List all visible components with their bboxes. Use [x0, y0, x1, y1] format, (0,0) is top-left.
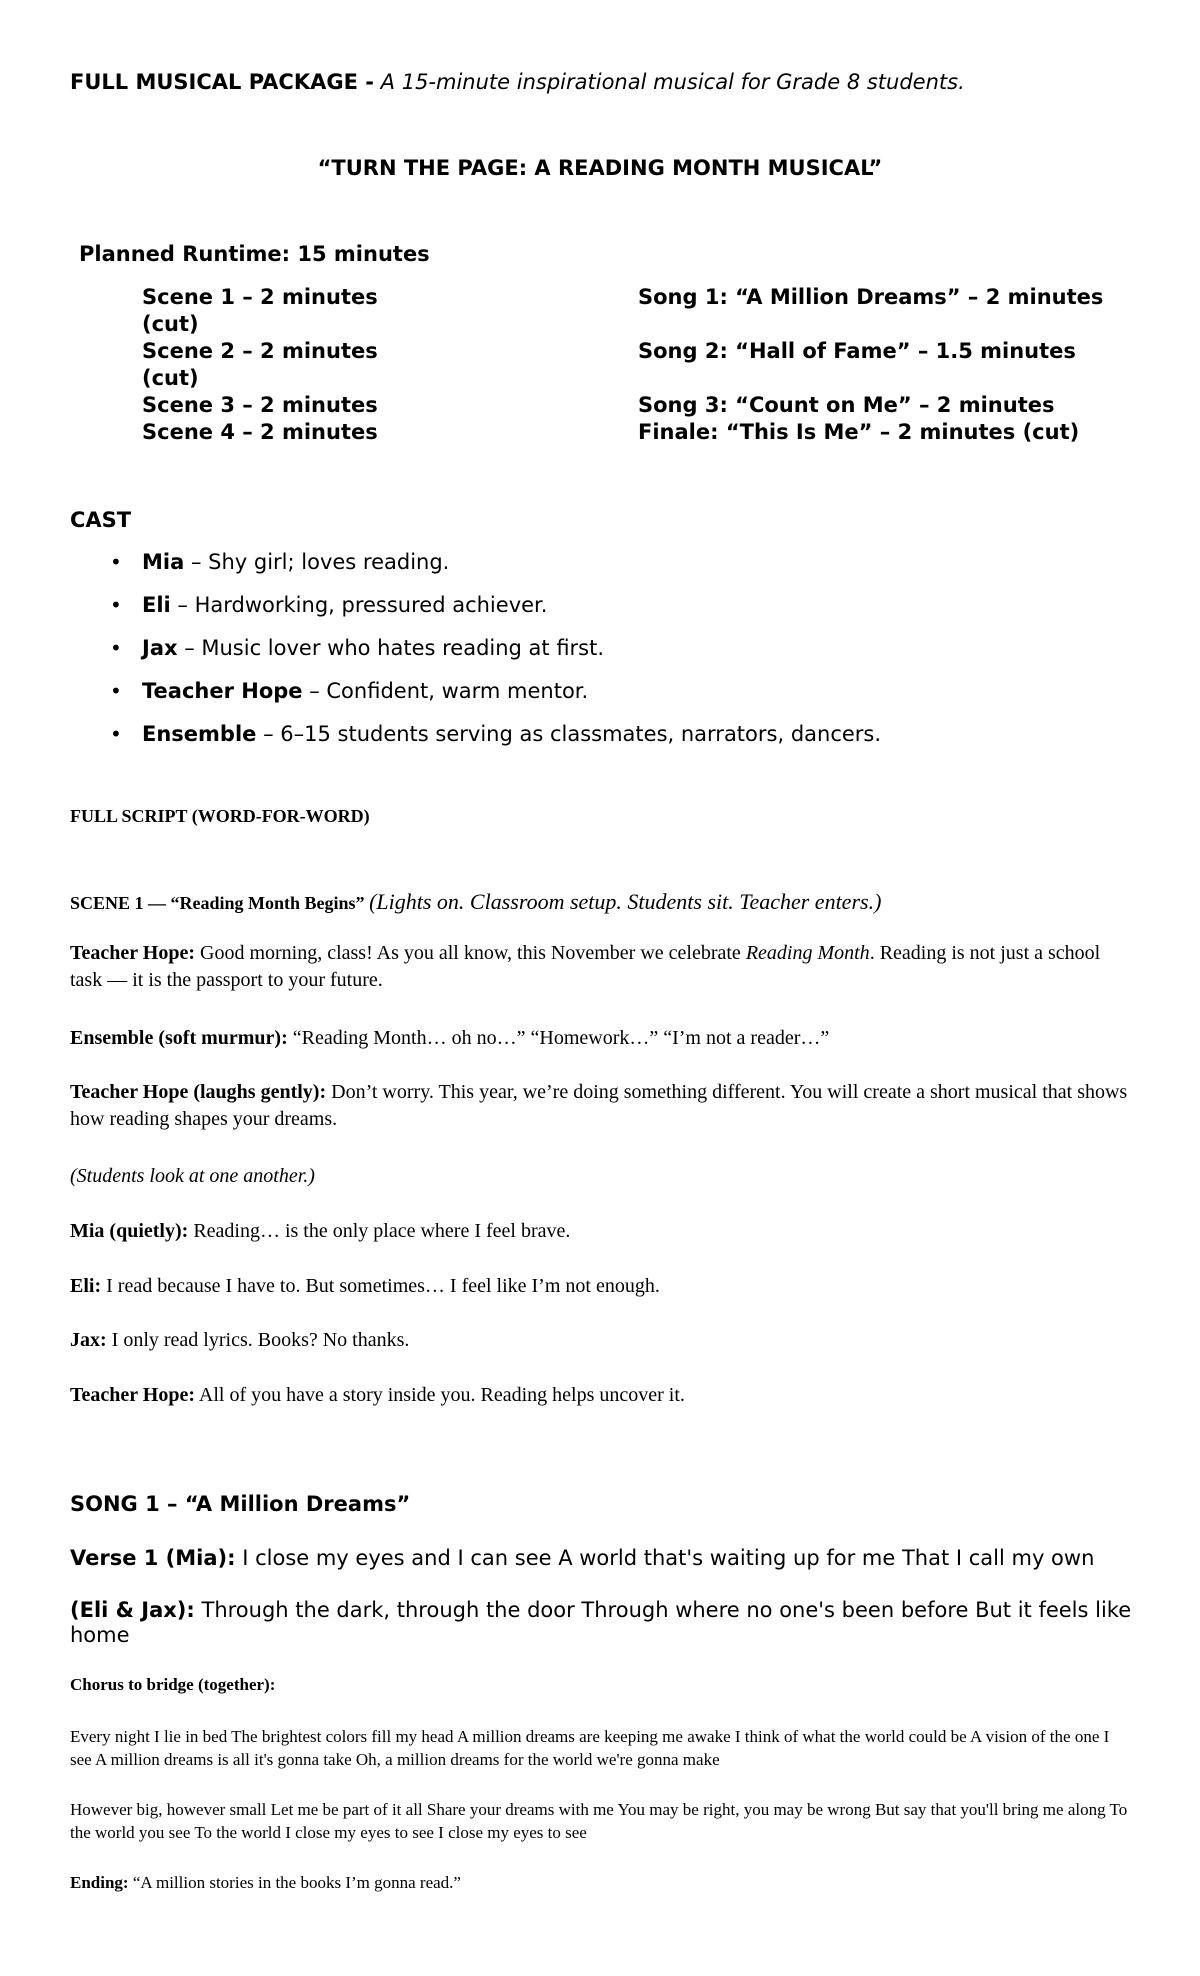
script-line: [70, 940, 1130, 994]
cast-description: – Music lover who hates reading at first.: [177, 636, 605, 660]
cast-name: Mia: [142, 550, 185, 574]
verse-label: Verse 1 (Mia):: [70, 1546, 236, 1570]
cast-item: [110, 591, 1150, 634]
script-line: [70, 1382, 1130, 1409]
cast-name: Eli: [142, 593, 171, 617]
verse-1: [70, 1546, 1140, 1571]
speaker: Mia (quietly):: [70, 1220, 189, 1242]
cast-description: – Hardworking, pressured achiever.: [170, 593, 548, 617]
document-header: [70, 70, 965, 94]
cast-item: [110, 548, 1150, 591]
header-subtitle: A 15-minute inspirational musical for Grade 8 students.: [380, 70, 965, 94]
song-1-heading: SONG 1 – “A Million Dreams”: [70, 1492, 411, 1516]
song-schedule: [638, 284, 1158, 446]
scene-line: Scene 3 – 2 minutes: [142, 393, 378, 417]
speaker: Teacher Hope (laughs gently):: [70, 1081, 327, 1103]
dialogue: Don’t worry. This year, we’re doing something different. You will create a short musical that shows how reading shapes your dreams.: [70, 1081, 1128, 1130]
speaker: Teacher Hope:: [70, 1384, 195, 1406]
script-line: [70, 1079, 1130, 1133]
chorus-paragraph: Every night I lie in bed The brightest colors fill my head A million dreams are keeping me awake I think of what the world could be A vision of the one I see A million dreams is all it's gonna take Oh, a million dreams for the world we're gonna make: [70, 1727, 1110, 1769]
dialogue: Good morning, class! As you all know, this November we celebrate: [195, 942, 746, 964]
cast-item: [110, 720, 1150, 763]
song-line: Song 3: “Count on Me” – 2 minutes: [638, 393, 1055, 417]
scene-schedule: [142, 284, 442, 446]
header-label: FULL MUSICAL PACKAGE -: [70, 70, 374, 94]
scene-1-heading: [70, 888, 1130, 917]
bullet-icon: •: [110, 679, 122, 703]
cast-description: – Confident, warm mentor.: [302, 679, 589, 703]
bullet-icon: •: [110, 636, 122, 660]
dialogue: I only read lyrics. Books? No thanks.: [106, 1329, 410, 1351]
script-line: [70, 1273, 1130, 1300]
dialogue: I read because I have to. But sometimes… I feel like I’m not enough.: [101, 1275, 660, 1297]
scene-line: (cut): [142, 312, 199, 336]
dialogue: . Reading is not just a school task — it is the passport to your future.: [70, 942, 1101, 991]
bullet-icon: •: [110, 722, 122, 746]
scene-line: Scene 4 – 2 minutes: [142, 420, 378, 444]
dialogue: “Reading Month… oh no…” “Homework…” “I’m not a reader…”: [287, 1027, 830, 1049]
cast-description: – Shy girl; loves reading.: [184, 550, 450, 574]
scene-line: (cut): [142, 366, 199, 390]
runtime-heading: Planned Runtime: 15 minutes: [79, 242, 430, 266]
speaker: Eli:: [70, 1275, 102, 1297]
dialogue: Reading… is the only place where I feel brave.: [188, 1220, 571, 1242]
cast-name: Jax: [142, 636, 178, 660]
verse-text: Through the dark, through the door Through where no one's been before But it feels like home: [70, 1598, 1132, 1647]
cast-name: Teacher Hope: [142, 679, 303, 703]
speaker: Ensemble (soft murmur):: [70, 1027, 288, 1049]
verse-label: (Eli & Jax):: [70, 1598, 195, 1622]
stage-direction: (Students look at one another.): [70, 1165, 315, 1187]
dialogue-emphasis: Reading Month: [745, 942, 870, 964]
cast-item: [110, 634, 1150, 677]
song-line: Finale: “This Is Me” – 2 minutes (cut): [638, 420, 1080, 444]
script-line: [70, 1218, 1130, 1245]
scene-line: Scene 1 – 2 minutes: [142, 285, 378, 309]
song-line: Song 1: “A Million Dreams” – 2 minutes: [638, 285, 1104, 309]
script-line: [70, 1025, 1130, 1052]
bullet-icon: •: [110, 593, 122, 617]
ending-line: [70, 1871, 1130, 1894]
bullet-icon: •: [110, 550, 122, 574]
chorus-paragraph: However big, however small Let me be part of it all Share your dreams with me You may be right, you may be wrong But say that you'll bring me along To the world you see To the world I close my eyes to see I close my eyes to see: [70, 1800, 1128, 1842]
speaker: Teacher Hope:: [70, 942, 195, 964]
cast-item: [110, 677, 1150, 720]
scene-line: Scene 2 – 2 minutes: [142, 339, 378, 363]
stage-direction: (Lights on. Classroom setup. Students sit. Teacher enters.): [369, 889, 882, 914]
chorus-label: Chorus to bridge (together):: [70, 1675, 276, 1694]
dialogue: All of you have a story inside you. Reading helps uncover it.: [195, 1384, 685, 1406]
script-heading: FULL SCRIPT (WORD-FOR-WORD): [70, 806, 370, 826]
musical-title: “TURN THE PAGE: A READING MONTH MUSICAL”: [317, 156, 883, 180]
cast-heading: CAST: [70, 508, 132, 532]
verse-text: I close my eyes and I can see A world that's waiting up for me That I call my own: [235, 1546, 1095, 1570]
scene-1-title: SCENE 1 — “Reading Month Begins”: [70, 893, 365, 913]
song-line: Song 2: “Hall of Fame” – 1.5 minutes: [638, 339, 1076, 363]
ending-text: “A million stories in the books I’m gonna read.”: [128, 1873, 461, 1892]
script-line: [70, 1327, 1130, 1354]
verse-2: [70, 1598, 1140, 1648]
cast-list: [110, 548, 1150, 763]
cast-name: Ensemble: [142, 722, 257, 746]
speaker: Jax:: [70, 1329, 107, 1351]
cast-description: – 6–15 students serving as classmates, narrators, dancers.: [256, 722, 882, 746]
ending-label: Ending:: [70, 1873, 129, 1892]
